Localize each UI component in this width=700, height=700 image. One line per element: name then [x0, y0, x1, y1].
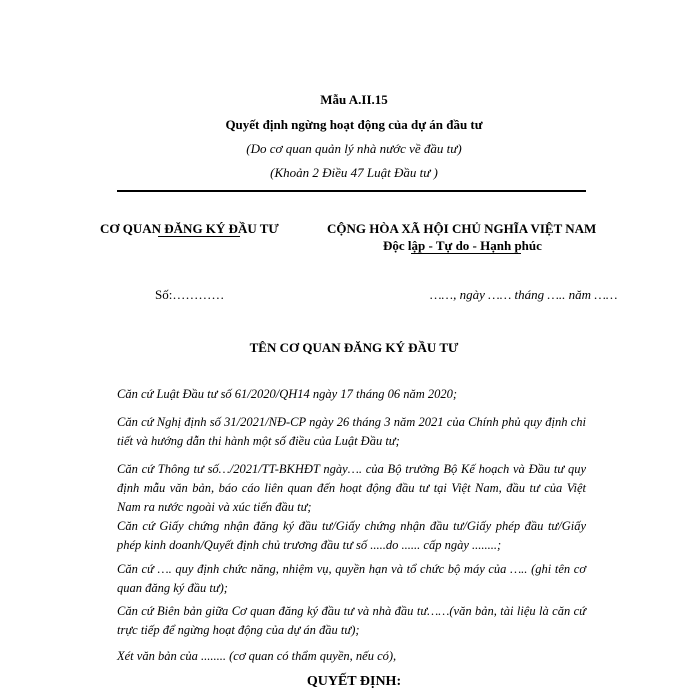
document-number: Số:…………	[155, 287, 225, 302]
basis-paragraph-5	[117, 560, 586, 598]
document-title: Quyết định ngừng hoạt động của dự án đầu tư	[225, 117, 483, 132]
form-code: Mẫu A.II.15	[320, 92, 388, 107]
agency-heading: TÊN CƠ QUAN ĐĂNG KÝ ĐẦU TƯ	[249, 340, 459, 355]
basis-text-1: Căn cứ Luật Đầu tư số 61/2020/QH14 ngày 17 tháng 06 năm 2020;	[117, 387, 458, 401]
basis-text-3: Căn cứ Thông tư số…/2021/TT-BKHĐT ngày…. của Bộ trưởng Bộ Kế hoạch và Đầu tư quy định mẫu văn bản, báo cáo liên quan đến hoạt động đầu tư tại Việt Nam, đầu tư của Việt Nam ra nước ngoài và xúc tiến đầu tư;	[117, 462, 586, 514]
nation-name: CỘNG HÒA XÃ HỘI CHỦ NGHĨA VIỆT NAM	[327, 221, 597, 236]
basis-text-5: Căn cứ …. quy định chức năng, nhiệm vụ, quyền hạn và tổ chức bộ máy của ….. (ghi tên cơ quan đăng ký đầu tư);	[117, 562, 586, 595]
basis-paragraph-3	[117, 460, 586, 517]
basis-paragraph-4	[117, 517, 586, 555]
basis-paragraph-7	[117, 647, 586, 666]
basis-paragraph-6	[117, 602, 586, 640]
motto-underline	[411, 253, 521, 254]
basis-paragraph-1	[117, 385, 586, 404]
basis-paragraph-2	[117, 413, 586, 451]
agency-name: CƠ QUAN ĐĂNG KÝ ĐẦU TƯ	[100, 221, 279, 236]
document-date: ……, ngày …… tháng ….. năm ……	[430, 287, 618, 302]
document-subtitle: (Do cơ quan quản lý nhà nước về đầu tư)	[246, 141, 462, 156]
basis-text-2: Căn cứ Nghị định số 31/2021/NĐ-CP ngày 26 tháng 3 năm 2021 của Chính phủ quy định chi tiết và hướng dẫn thi hành một số điều của Luật Đầu tư;	[117, 415, 586, 448]
basis-text-4: Căn cứ Giấy chứng nhận đăng ký đầu tư/Giấy chứng nhận đầu tư/Giấy phép đầu tư/Giấy phép kinh doanh/Quyết định chủ trương đầu tư số .....do ...... cấp ngày ........;	[117, 519, 586, 552]
basis-text-6: Căn cứ Biên bản giữa Cơ quan đăng ký đầu tư và nhà đầu tư……(văn bản, tài liệu là căn cứ trực tiếp để ngừng hoạt động của dự án đầu tư);	[117, 604, 586, 637]
agency-underline	[158, 236, 240, 237]
legal-basis: (Khoản 2 Điều 47 Luật Đầu tư )	[270, 165, 438, 180]
basis-text-7: Xét văn bản của ........ (cơ quan có thẩm quyền, nếu có),	[117, 649, 397, 663]
national-motto: Độc lập - Tự do - Hạnh phúc	[383, 238, 542, 253]
decision-heading: QUYẾT ĐỊNH:	[306, 674, 402, 689]
header-divider	[117, 190, 586, 192]
